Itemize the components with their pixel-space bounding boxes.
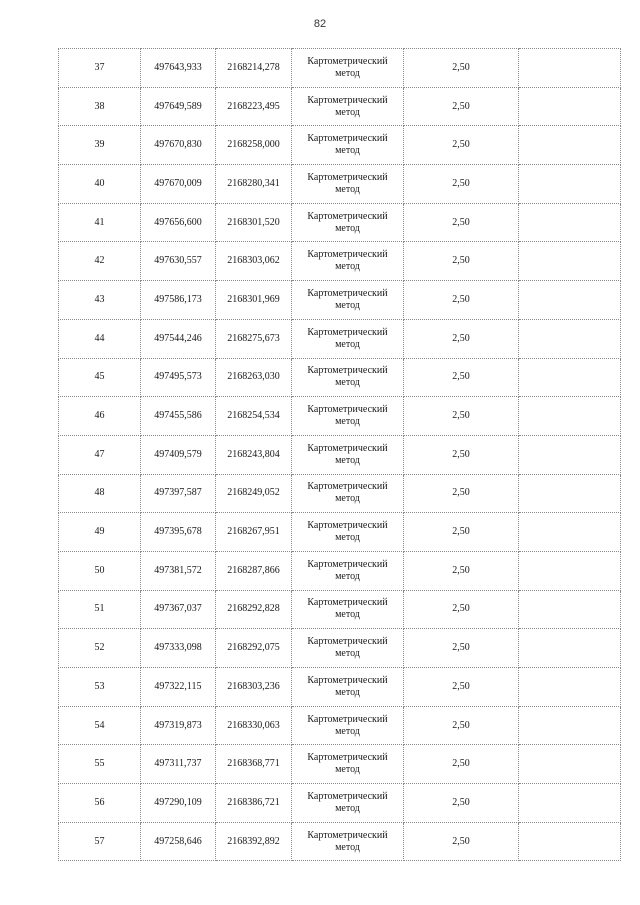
x-coordinate-cell: 497395,678: [141, 513, 216, 552]
method-line-2: метод: [335, 609, 360, 621]
point-number-cell: 40: [59, 165, 141, 204]
extra-cell: [519, 551, 621, 590]
point-number-cell: 50: [59, 551, 141, 590]
method-line-1: Картометрический: [307, 326, 388, 338]
error-cell: 2,50: [404, 706, 519, 745]
y-coordinate-cell: 2168392,892: [216, 822, 292, 861]
extra-cell: [519, 590, 621, 629]
y-coordinate-cell: 2168249,052: [216, 474, 292, 513]
y-coordinate-cell: 2168258,000: [216, 126, 292, 165]
method-cell: [292, 319, 404, 358]
error-cell: 2,50: [404, 203, 519, 242]
error-cell: 2,50: [404, 126, 519, 165]
coordinates-table-body: [59, 49, 621, 861]
extra-cell: [519, 281, 621, 320]
point-number-cell: 43: [59, 281, 141, 320]
error-cell: 2,50: [404, 590, 519, 629]
error-cell: 2,50: [404, 319, 519, 358]
x-coordinate-cell: 497333,098: [141, 629, 216, 668]
method-line-2: метод: [335, 686, 360, 698]
table-row: [59, 474, 621, 513]
x-coordinate-cell: 497670,009: [141, 165, 216, 204]
error-cell: 2,50: [404, 822, 519, 861]
error-cell: 2,50: [404, 397, 519, 436]
x-coordinate-cell: 497495,573: [141, 358, 216, 397]
table-row: [59, 822, 621, 861]
method-line-2: метод: [335, 725, 360, 737]
method-cell: [292, 474, 404, 513]
extra-cell: [519, 242, 621, 281]
method-cell: [292, 435, 404, 474]
x-coordinate-cell: 497643,933: [141, 49, 216, 88]
table-row: [59, 784, 621, 823]
table-row: [59, 513, 621, 552]
method-cell: [292, 745, 404, 784]
y-coordinate-cell: 2168386,721: [216, 784, 292, 823]
extra-cell: [519, 784, 621, 823]
extra-cell: [519, 745, 621, 784]
y-coordinate-cell: 2168275,673: [216, 319, 292, 358]
method-cell: [292, 281, 404, 320]
point-number-cell: 49: [59, 513, 141, 552]
point-number-cell: 47: [59, 435, 141, 474]
error-cell: 2,50: [404, 784, 519, 823]
method-cell: [292, 668, 404, 707]
method-line-1: Картометрический: [307, 94, 388, 106]
method-line-1: Картометрический: [307, 442, 388, 454]
y-coordinate-cell: 2168280,341: [216, 165, 292, 204]
x-coordinate-cell: 497409,579: [141, 435, 216, 474]
point-number-cell: 41: [59, 203, 141, 242]
method-line-2: метод: [335, 841, 360, 853]
method-cell: [292, 203, 404, 242]
x-coordinate-cell: 497397,587: [141, 474, 216, 513]
x-coordinate-cell: 497455,586: [141, 397, 216, 436]
table-row: [59, 397, 621, 436]
method-cell: [292, 822, 404, 861]
method-line-1: Картометрический: [307, 210, 388, 222]
method-line-1: Картометрический: [307, 55, 388, 67]
table-row: [59, 165, 621, 204]
method-line-1: Картометрический: [307, 171, 388, 183]
table-row: [59, 706, 621, 745]
error-cell: 2,50: [404, 49, 519, 88]
method-cell: [292, 784, 404, 823]
y-coordinate-cell: 2168330,063: [216, 706, 292, 745]
x-coordinate-cell: 497290,109: [141, 784, 216, 823]
x-coordinate-cell: 497322,115: [141, 668, 216, 707]
table-row: [59, 126, 621, 165]
method-line-2: метод: [335, 764, 360, 776]
x-coordinate-cell: 497381,572: [141, 551, 216, 590]
extra-cell: [519, 629, 621, 668]
y-coordinate-cell: 2168301,969: [216, 281, 292, 320]
method-cell: [292, 629, 404, 668]
method-line-1: Картометрический: [307, 133, 388, 145]
method-line-2: метод: [335, 802, 360, 814]
point-number-cell: 48: [59, 474, 141, 513]
point-number-cell: 55: [59, 745, 141, 784]
method-line-2: метод: [335, 106, 360, 118]
x-coordinate-cell: 497586,173: [141, 281, 216, 320]
point-number-cell: 44: [59, 319, 141, 358]
method-line-2: метод: [335, 145, 360, 157]
table-row: [59, 745, 621, 784]
y-coordinate-cell: 2168263,030: [216, 358, 292, 397]
y-coordinate-cell: 2168243,804: [216, 435, 292, 474]
extra-cell: [519, 49, 621, 88]
method-cell: [292, 49, 404, 88]
error-cell: 2,50: [404, 551, 519, 590]
point-number-cell: 45: [59, 358, 141, 397]
method-cell: [292, 87, 404, 126]
method-line-1: Картометрический: [307, 287, 388, 299]
extra-cell: [519, 513, 621, 552]
y-coordinate-cell: 2168303,236: [216, 668, 292, 707]
extra-cell: [519, 397, 621, 436]
method-line-1: Картометрический: [307, 404, 388, 416]
extra-cell: [519, 165, 621, 204]
extra-cell: [519, 319, 621, 358]
y-coordinate-cell: 2168287,866: [216, 551, 292, 590]
extra-cell: [519, 668, 621, 707]
error-cell: 2,50: [404, 87, 519, 126]
table-row: [59, 551, 621, 590]
table-row: [59, 629, 621, 668]
extra-cell: [519, 706, 621, 745]
extra-cell: [519, 474, 621, 513]
method-line-2: метод: [335, 377, 360, 389]
table-row: [59, 281, 621, 320]
extra-cell: [519, 126, 621, 165]
method-line-1: Картометрический: [307, 365, 388, 377]
error-cell: 2,50: [404, 474, 519, 513]
method-line-2: метод: [335, 570, 360, 582]
method-cell: [292, 551, 404, 590]
error-cell: 2,50: [404, 435, 519, 474]
point-number-cell: 53: [59, 668, 141, 707]
y-coordinate-cell: 2168292,828: [216, 590, 292, 629]
table-row: [59, 358, 621, 397]
method-cell: [292, 358, 404, 397]
y-coordinate-cell: 2168214,278: [216, 49, 292, 88]
table-row: [59, 668, 621, 707]
error-cell: 2,50: [404, 242, 519, 281]
method-cell: [292, 706, 404, 745]
x-coordinate-cell: 497630,557: [141, 242, 216, 281]
error-cell: 2,50: [404, 281, 519, 320]
method-line-2: метод: [335, 261, 360, 273]
error-cell: 2,50: [404, 629, 519, 668]
method-line-1: Картометрический: [307, 558, 388, 570]
point-number-cell: 56: [59, 784, 141, 823]
x-coordinate-cell: 497367,037: [141, 590, 216, 629]
point-number-cell: 46: [59, 397, 141, 436]
method-line-1: Картометрический: [307, 829, 388, 841]
point-number-cell: 39: [59, 126, 141, 165]
method-line-1: Картометрический: [307, 636, 388, 648]
method-cell: [292, 165, 404, 204]
table-row: [59, 590, 621, 629]
method-line-2: метод: [335, 454, 360, 466]
method-cell: [292, 397, 404, 436]
method-line-1: Картометрический: [307, 597, 388, 609]
method-line-2: метод: [335, 222, 360, 234]
table-row: [59, 242, 621, 281]
method-line-2: метод: [335, 532, 360, 544]
point-number-cell: 42: [59, 242, 141, 281]
method-line-1: Картометрический: [307, 752, 388, 764]
extra-cell: [519, 358, 621, 397]
method-line-2: метод: [335, 493, 360, 505]
method-line-1: Картометрический: [307, 520, 388, 532]
table-row: [59, 49, 621, 88]
point-number-cell: 52: [59, 629, 141, 668]
y-coordinate-cell: 2168292,075: [216, 629, 292, 668]
method-line-1: Картометрический: [307, 790, 388, 802]
error-cell: 2,50: [404, 745, 519, 784]
error-cell: 2,50: [404, 513, 519, 552]
x-coordinate-cell: 497319,873: [141, 706, 216, 745]
point-number-cell: 57: [59, 822, 141, 861]
table-row: [59, 435, 621, 474]
x-coordinate-cell: 497656,600: [141, 203, 216, 242]
page-number: 82: [313, 18, 327, 30]
y-coordinate-cell: 2168223,495: [216, 87, 292, 126]
x-coordinate-cell: 497258,646: [141, 822, 216, 861]
method-line-1: Картометрический: [307, 713, 388, 725]
table-row: [59, 319, 621, 358]
method-cell: [292, 590, 404, 629]
extra-cell: [519, 435, 621, 474]
y-coordinate-cell: 2168267,951: [216, 513, 292, 552]
x-coordinate-cell: 497311,737: [141, 745, 216, 784]
method-line-2: метод: [335, 648, 360, 660]
method-line-2: метод: [335, 299, 360, 311]
extra-cell: [519, 203, 621, 242]
extra-cell: [519, 822, 621, 861]
x-coordinate-cell: 497544,246: [141, 319, 216, 358]
error-cell: 2,50: [404, 668, 519, 707]
point-number-cell: 51: [59, 590, 141, 629]
error-cell: 2,50: [404, 358, 519, 397]
y-coordinate-cell: 2168303,062: [216, 242, 292, 281]
x-coordinate-cell: 497670,830: [141, 126, 216, 165]
point-number-cell: 38: [59, 87, 141, 126]
table-row: [59, 203, 621, 242]
y-coordinate-cell: 2168254,534: [216, 397, 292, 436]
point-number-cell: 54: [59, 706, 141, 745]
y-coordinate-cell: 2168301,520: [216, 203, 292, 242]
point-number-cell: 37: [59, 49, 141, 88]
method-line-2: метод: [335, 338, 360, 350]
method-line-1: Картометрический: [307, 481, 388, 493]
x-coordinate-cell: 497649,589: [141, 87, 216, 126]
y-coordinate-cell: 2168368,771: [216, 745, 292, 784]
table-row: [59, 87, 621, 126]
method-line-2: метод: [335, 183, 360, 195]
error-cell: 2,50: [404, 165, 519, 204]
extra-cell: [519, 87, 621, 126]
coordinates-table: [58, 48, 621, 861]
method-cell: [292, 126, 404, 165]
method-line-1: Картометрический: [307, 674, 388, 686]
method-line-2: метод: [335, 67, 360, 79]
method-cell: [292, 513, 404, 552]
method-cell: [292, 242, 404, 281]
method-line-2: метод: [335, 416, 360, 428]
method-line-1: Картометрический: [307, 249, 388, 261]
